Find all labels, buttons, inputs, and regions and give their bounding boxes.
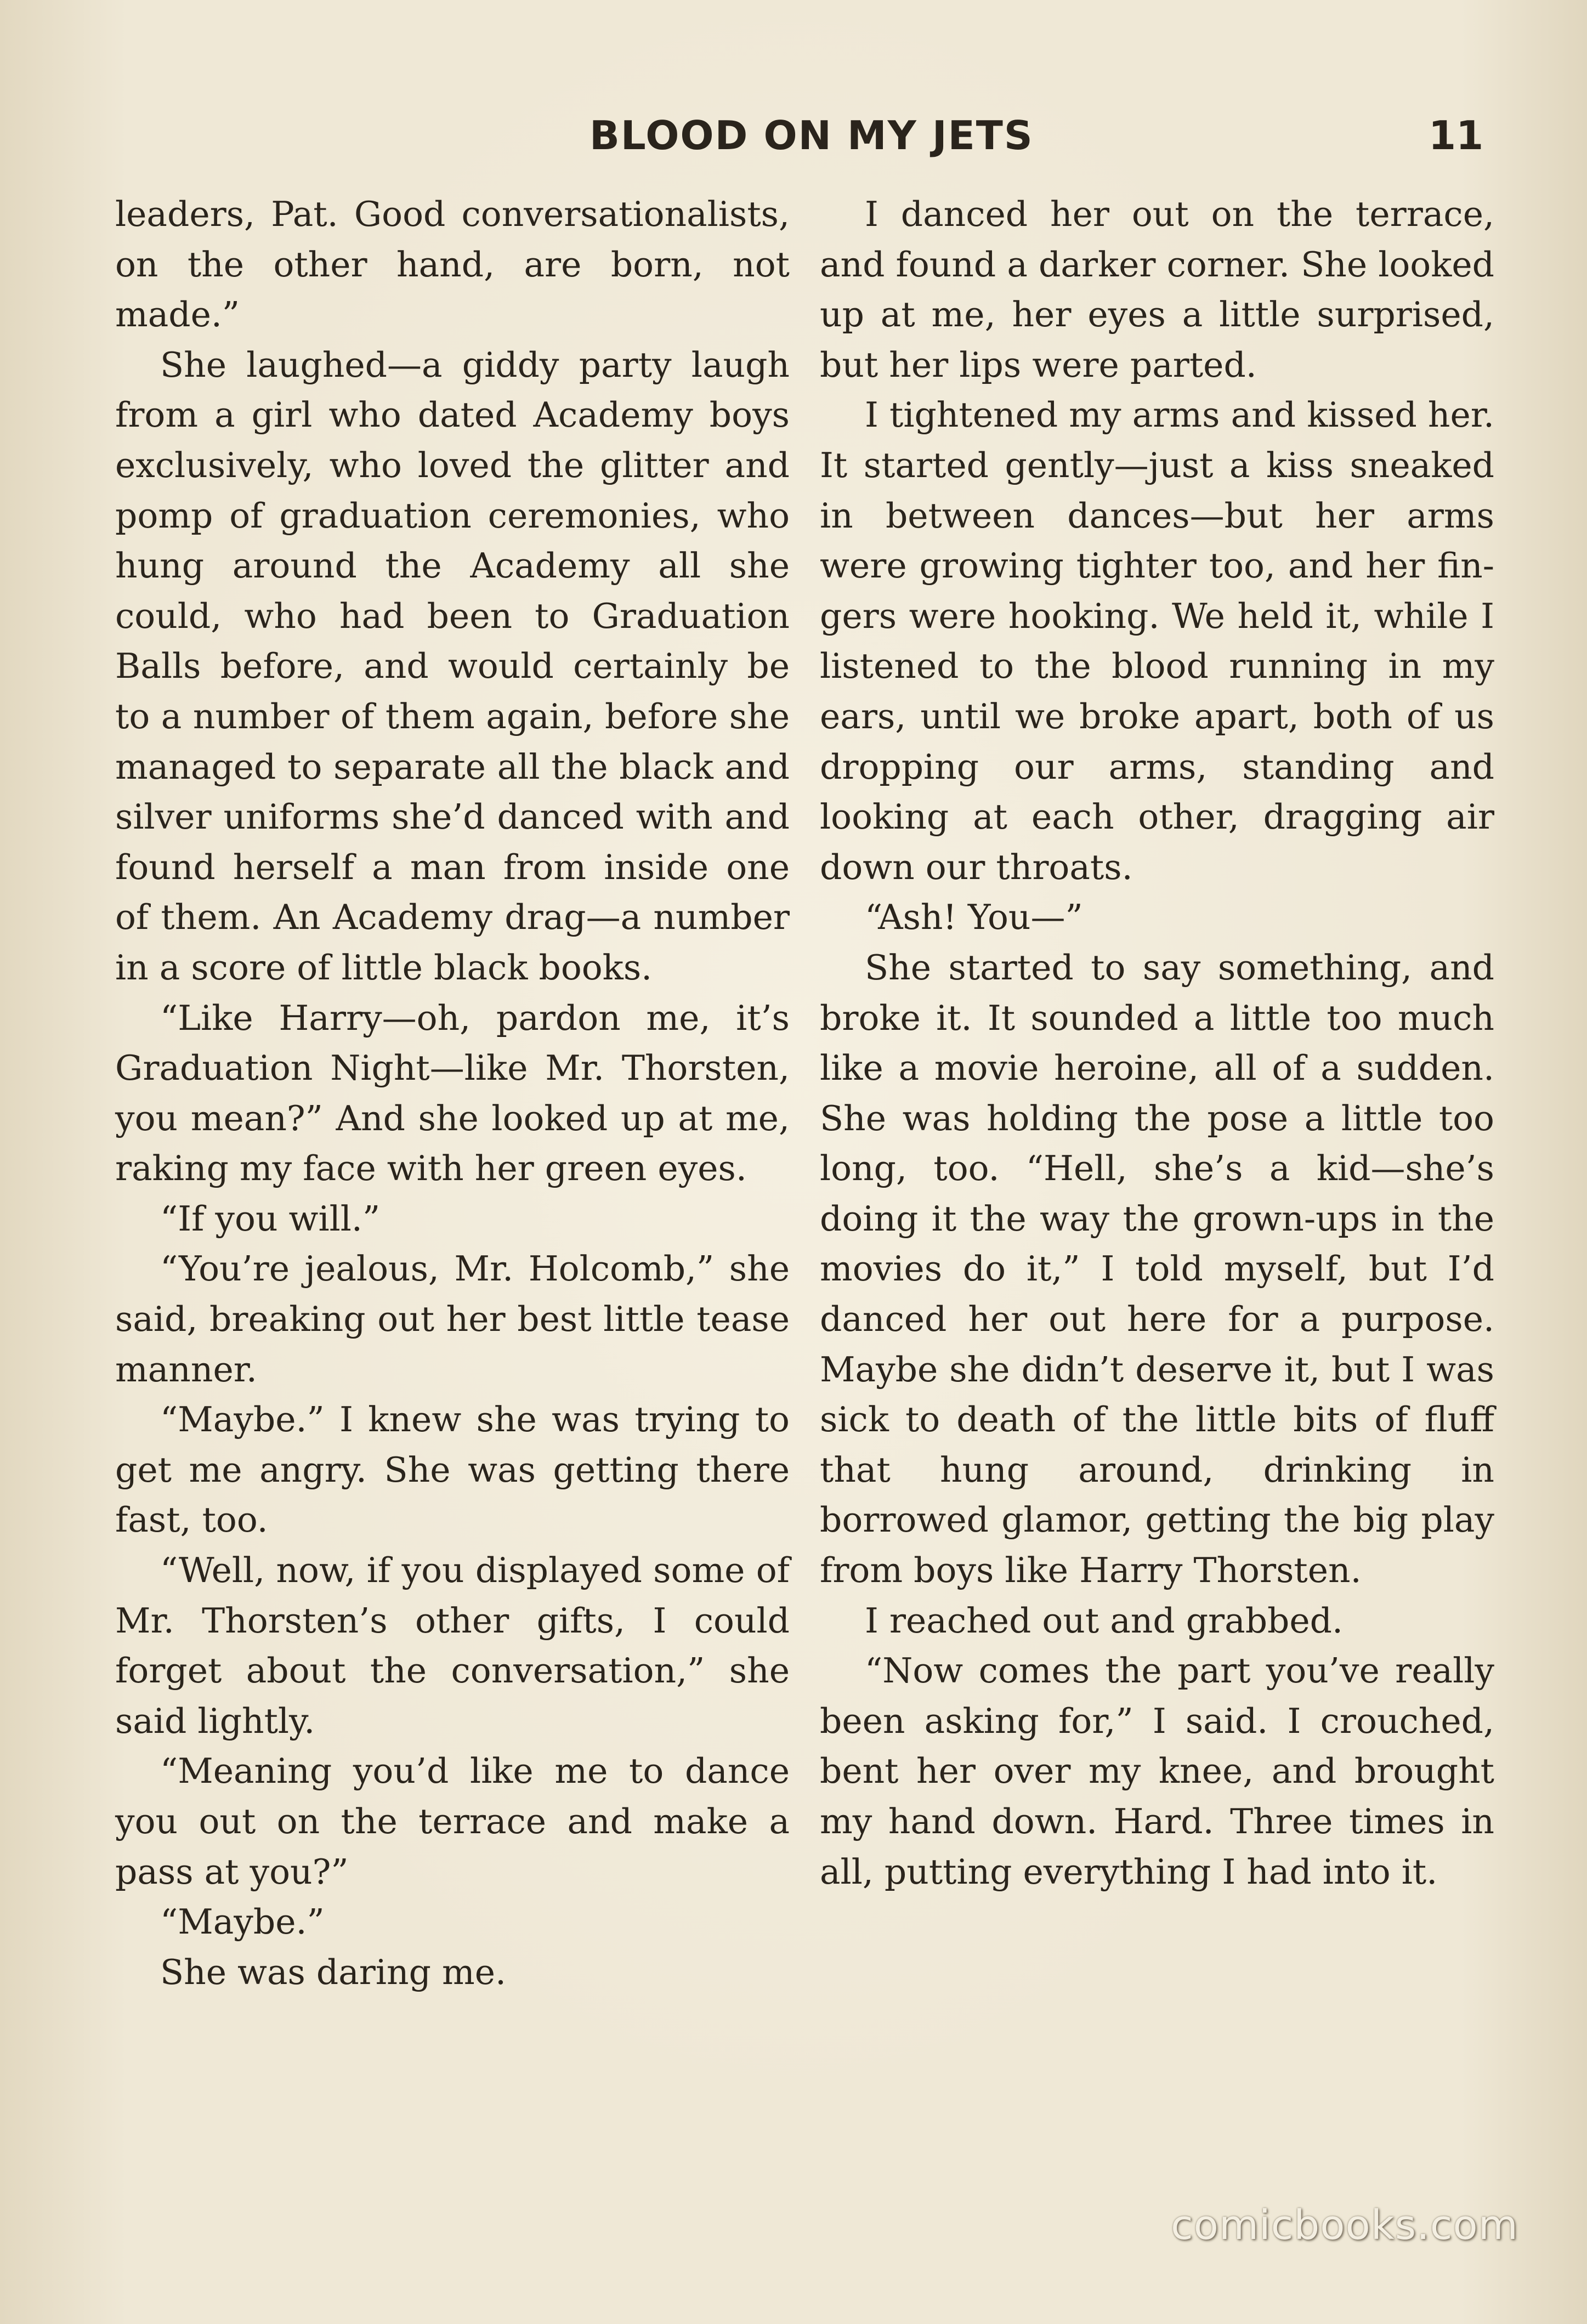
paragraph: I reached out and grabbed. [865,1600,1344,1641]
paragraph: She was daring me. [160,1952,507,1992]
running-head-title: BLOOD ON MY JETS [590,112,1034,158]
paragraph: She started to say something, and broke it. It sounded a little too much like a movie heroine, all of a sudden. She was holding the pose a little too long, too. “Hell, she’s a kid—she’s doing it the way the grown-ups in the movies do it,” I told myself, but I’d danced her out here for a purpose. Maybe she didn’t deserve it, but I was sick to death of the little bits of fluff that hung around, drinking in borrowed glamor, getting the big play from boys like Harry Thorsten. [820,947,1494,1591]
paragraph: I danced her out on the terrace, and found a darker corner. She looked up at me, her eyes a little surprised, but her lips were parted. [820,194,1494,385]
watermark: comicbooks.com [1171,2202,1518,2249]
left-column [115,189,790,1997]
paragraph: She laughed—a giddy party laugh from a girl who dated Academy boys exclusively, who loved the glitter and pomp of graduation ceremonies, who hung around the Academy all she could, who had been to Graduation Balls before, and would certainly be to a number of them again, before she managed to separate all the black and silver uniforms she’d danced with and found herself a man from inside one of them. An Academy drag—a number in a score of little black books. [115,344,790,988]
right-column [820,189,1494,1897]
page-number: 11 [1429,112,1484,158]
paragraph: leaders, Pat. Good conversationalists, on the other hand, are born, not made.” [115,194,790,335]
paragraph: “You’re jealous, Mr. Holcomb,” she said, breaking out her best little tease manner. [115,1249,790,1390]
paragraph: “Now comes the part you’ve really been asking for,” I said. I crouched, bent her over my knee, and brought my hand down. Hard. Three times in all, putting everything I had into it. [820,1651,1494,1892]
paragraph: “Ash! You—” [865,897,1083,938]
paragraph: “Well, now, if you displayed some of Mr. Thorsten’s other gifts, I could forget about the conversation,” she said lightly. [115,1550,790,1741]
paragraph: “If you will.” [160,1198,381,1239]
paragraph: “Maybe.” [160,1902,325,1942]
paragraph: “Maybe.” I knew she was trying to get me angry. She was getting there fast, too. [115,1399,790,1540]
paragraph: “Meaning you’d like me to dance you out on the terrace and make a pass at you?” [115,1751,790,1892]
paragraph: I tightened my arms and kissed her. It started gently—just a kiss sneaked in between dances—but her arms were growing tighter too, and her fingers were hooking. We held it, while I listened to the blood running in my ears, until we broke apart, both of us dropping our arms, standing and looking at each other, dragging air down our throats. [820,395,1494,887]
paragraph: “Like Harry—oh, pardon me, it’s Graduation Night—like Mr. Thorsten, you mean?” And she looked up at me, raking my face with her green eyes. [115,997,790,1189]
